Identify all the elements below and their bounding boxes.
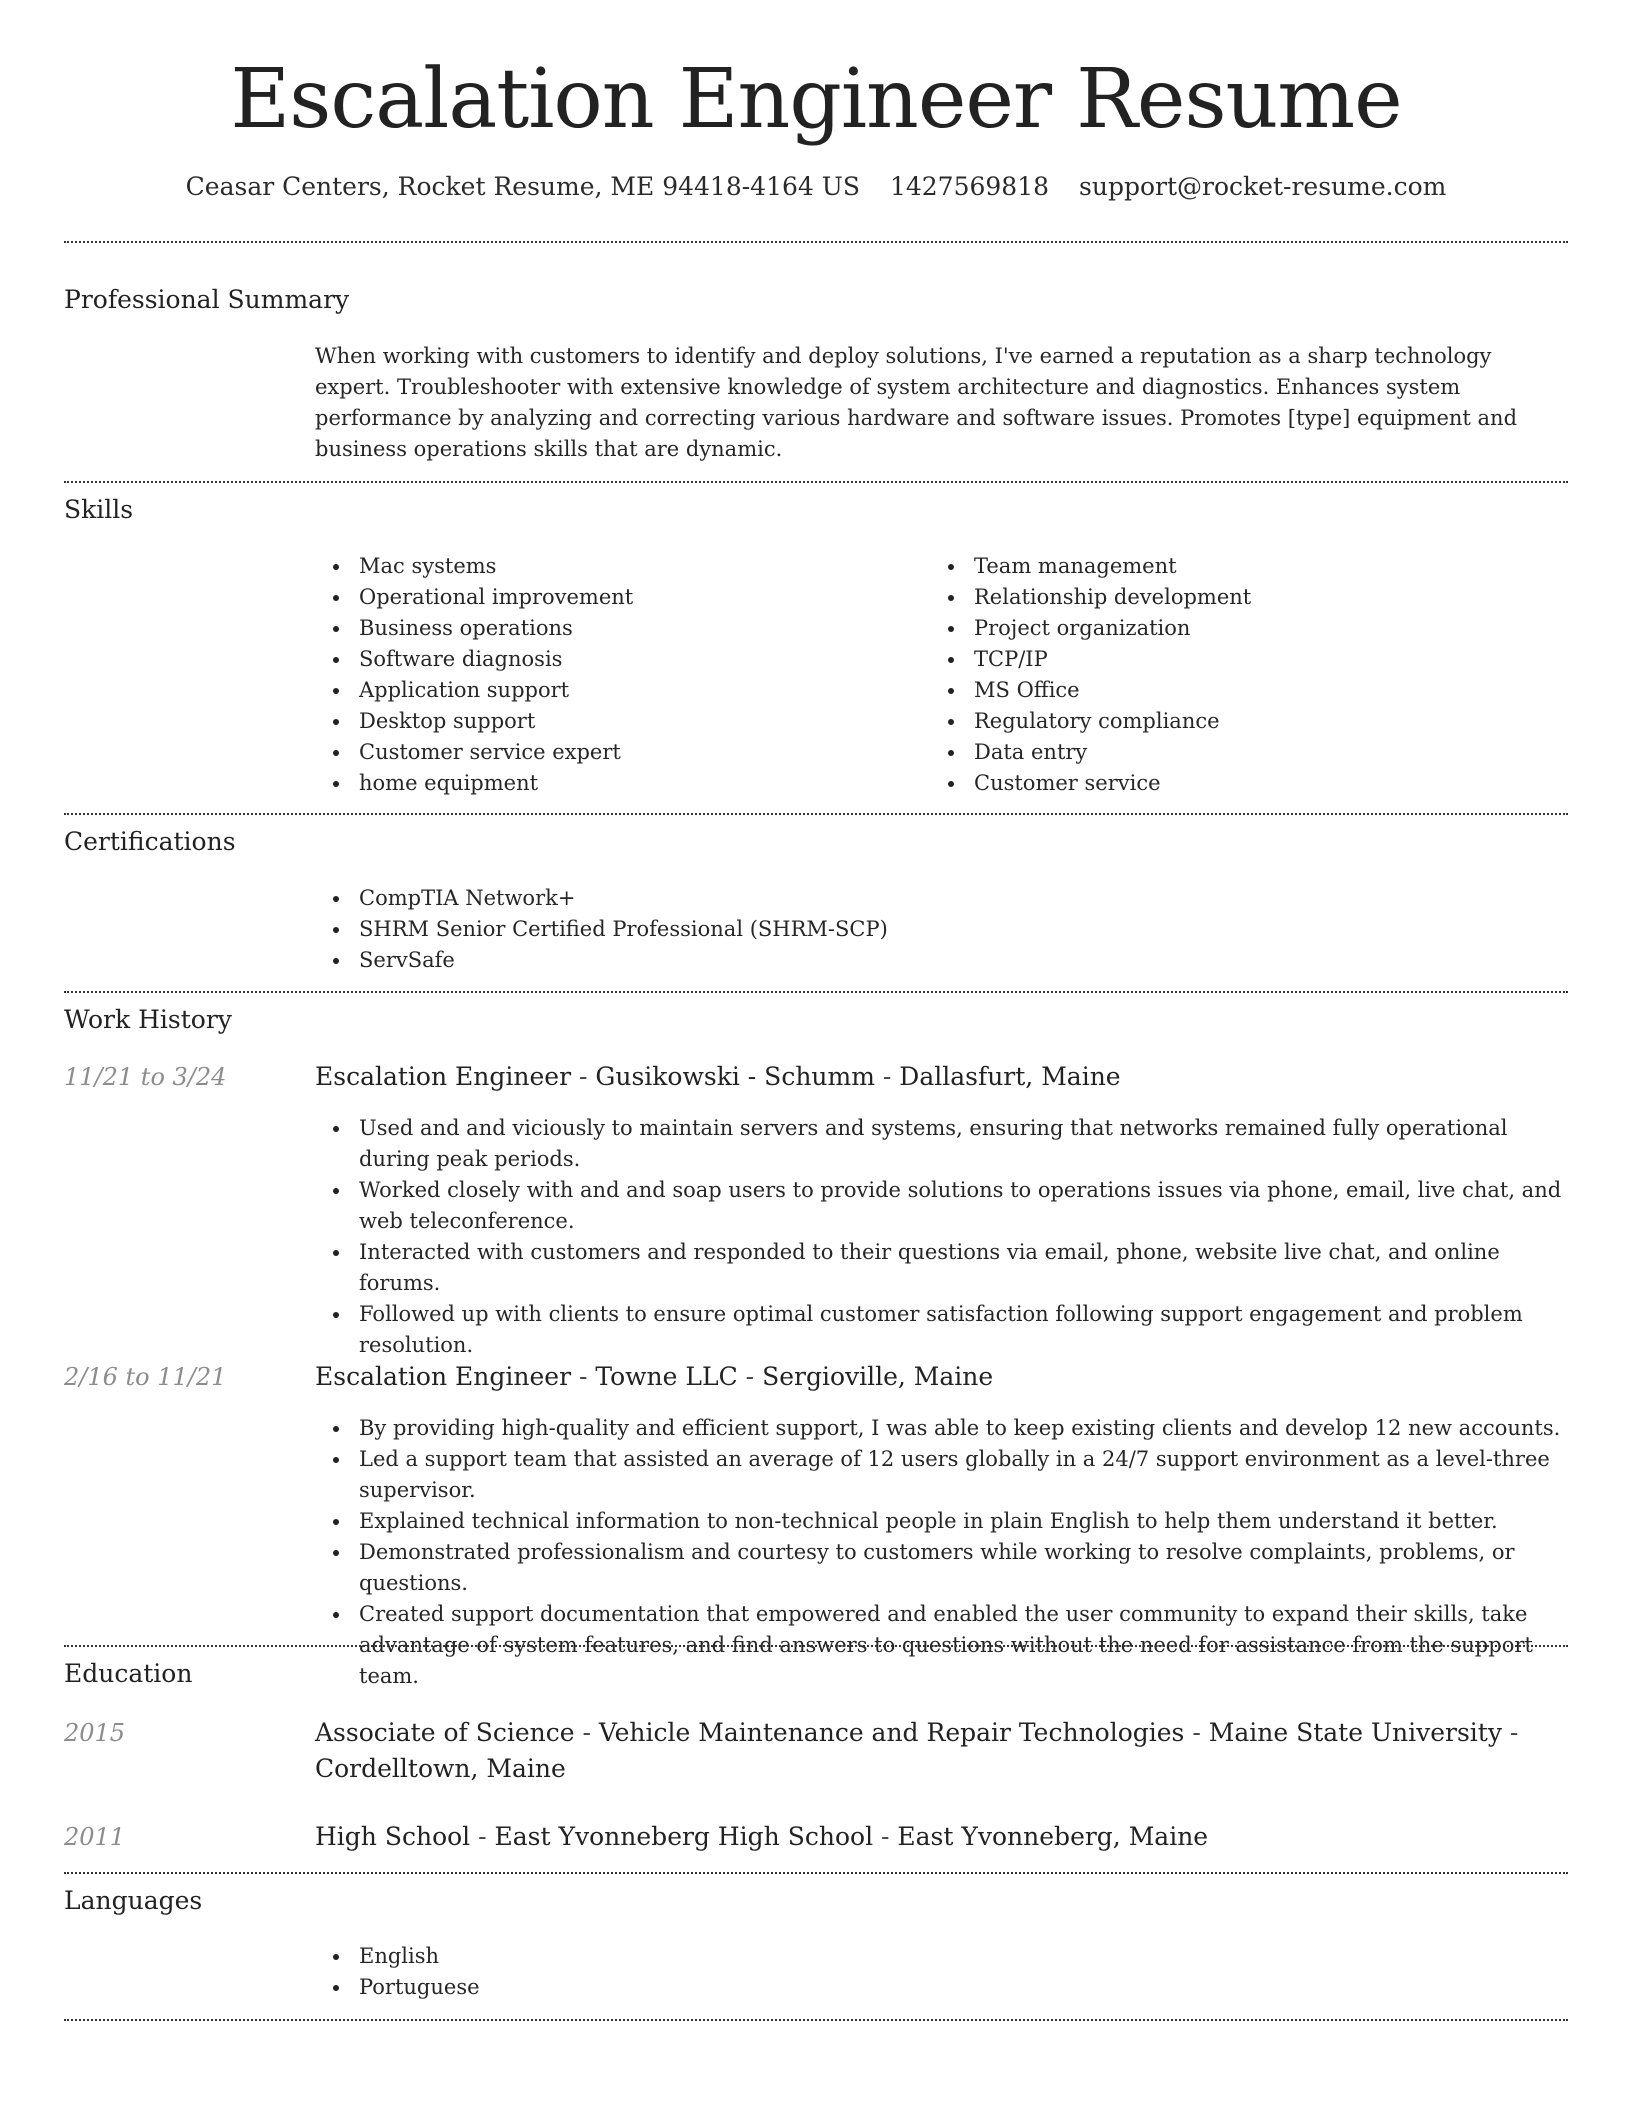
job-role: Escalation Engineer: [315, 1362, 572, 1391]
job-heading: Escalation Engineer - Gusikowski - Schumm - Dallasfurt, Maine: [315, 1062, 1121, 1091]
job-bullet: Demonstrated professionalism and courtesy to customers while working to resolve complaints, problems, or questions.: [359, 1537, 1568, 1599]
education-year: 2011: [64, 1823, 126, 1851]
certification-item: CompTIA Network+: [359, 883, 1559, 914]
skill-item: Data entry: [974, 737, 1534, 768]
section-title-summary: Professional Summary: [64, 285, 350, 314]
skill-item: Mac systems: [359, 551, 919, 582]
skill-item: Customer service: [974, 768, 1534, 799]
skill-item: Business operations: [359, 613, 919, 644]
divider: [64, 2019, 1568, 2021]
skill-item: Desktop support: [359, 706, 919, 737]
education-location: Cordelltown, Maine: [315, 1754, 566, 1783]
divider: [64, 991, 1568, 993]
education-school: Maine State University: [1208, 1718, 1502, 1747]
education-location: East Yvonneberg, Maine: [897, 1822, 1209, 1851]
divider: [64, 1645, 1568, 1647]
education-degree: High School: [315, 1822, 471, 1851]
job-location: Dallasfurt, Maine: [899, 1062, 1121, 1091]
job-bullets: [315, 1413, 1568, 1692]
job-role: Escalation Engineer: [315, 1062, 572, 1091]
section-title-languages: Languages: [64, 1886, 203, 1915]
job-bullet: Followed up with clients to ensure optimal customer satisfaction following support engagement and problem resolution.: [359, 1299, 1568, 1361]
skill-item: Operational improvement: [359, 582, 919, 613]
contact-address: Ceasar Centers, Rocket Resume, ME 94418-4164 US: [185, 172, 860, 201]
skill-item: MS Office: [974, 675, 1534, 706]
certification-item: ServSafe: [359, 945, 1559, 976]
job-dates: 2/16 to 11/21: [64, 1363, 227, 1391]
language-item: English: [359, 1941, 959, 1972]
resume-title: Escalation Engineer Resume: [230, 52, 1402, 147]
certifications-list: [315, 883, 1559, 976]
job-bullet: Explained technical information to non-technical people in plain English to help them understand it better.: [359, 1506, 1568, 1537]
job-bullet: Created support documentation that empowered and enabled the user community to expand their skills, take advantage of system features, and find answers to questions without the need for assistance from the support team.: [359, 1599, 1568, 1692]
education-heading: High School - East Yvonneberg High School - East Yvonneberg, Maine: [315, 1822, 1209, 1851]
job-heading: Escalation Engineer - Towne LLC - Sergioville, Maine: [315, 1362, 994, 1391]
summary-text: When working with customers to identify and deploy solutions, I've earned a reputation as a sharp technology expert. Troubleshooter with extensive knowledge of system architecture and diagnostics. Enhances system performance by analyzing and correcting various hardware and software issues. Promotes [type] equipment and business operations skills that are dynamic.: [315, 344, 1518, 461]
job-bullet: Led a support team that assisted an average of 12 users globally in a 24/7 support environment as a level-three supervisor.: [359, 1444, 1568, 1506]
contact-line: [0, 170, 1632, 204]
divider: [64, 813, 1568, 815]
section-title-skills: Skills: [64, 495, 134, 524]
job-bullet: By providing high-quality and efficient support, I was able to keep existing clients and develop 12 new accounts.: [359, 1413, 1568, 1444]
languages-list: [315, 1941, 959, 2003]
job-bullet: Interacted with customers and responded to their questions via email, phone, website live chat, and online forums.: [359, 1237, 1568, 1299]
section-title-work-history: Work History: [64, 1005, 232, 1034]
skill-item: Project organization: [974, 613, 1534, 644]
contact-email: support@rocket-resume.com: [1079, 172, 1447, 201]
skill-item: Relationship development: [974, 582, 1534, 613]
job-bullet: Worked closely with and and soap users to provide solutions to operations issues via phone, email, live chat, and web teleconference.: [359, 1175, 1568, 1237]
education-field: Vehicle Maintenance and Repair Technologies: [598, 1718, 1185, 1747]
job-bullet: Used and and viciously to maintain servers and systems, ensuring that networks remained fully operational during peak periods.: [359, 1113, 1568, 1175]
education-school: East Yvonneberg High School: [494, 1822, 874, 1851]
language-item: Portuguese: [359, 1972, 959, 2003]
skill-item: TCP/IP: [974, 644, 1534, 675]
job-company: Towne LLC: [595, 1362, 738, 1391]
skills-list-left: [315, 551, 919, 799]
education-degree: Associate of Science: [315, 1718, 575, 1747]
skill-item: home equipment: [359, 768, 919, 799]
certification-item: SHRM Senior Certified Professional (SHRM-SCP): [359, 914, 1559, 945]
job-dates: 11/21 to 3/24: [64, 1063, 227, 1091]
job-location: Sergioville, Maine: [762, 1362, 994, 1391]
education-heading: Associate of Science - Vehicle Maintenance and Repair Technologies - Maine State University - Cordelltown, Maine: [315, 1718, 1519, 1783]
job-company: Gusikowski - Schumm: [595, 1062, 875, 1091]
section-title-education: Education: [64, 1659, 193, 1688]
skill-item: Team management: [974, 551, 1534, 582]
job-bullets: [315, 1113, 1568, 1361]
divider: [64, 481, 1568, 483]
contact-phone: 1427569818: [889, 172, 1050, 201]
skill-item: Software diagnosis: [359, 644, 919, 675]
divider: [64, 1872, 1568, 1874]
skill-item: Customer service expert: [359, 737, 919, 768]
section-title-certifications: Certifications: [64, 827, 236, 856]
divider: [64, 241, 1568, 243]
skills-list-right: [930, 551, 1534, 799]
skill-item: Application support: [359, 675, 919, 706]
skill-item: Regulatory compliance: [974, 706, 1534, 737]
education-year: 2015: [64, 1719, 126, 1747]
